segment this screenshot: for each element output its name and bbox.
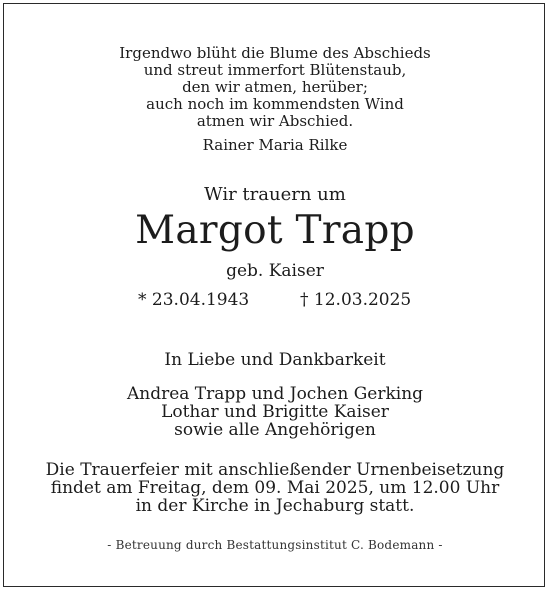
funeral-line: findet am Freitag, dem 09. Mai 2025, um 12.00 Uhr [50,478,500,498]
poem-line: auch noch im kommendsten Wind [146,95,404,113]
maiden-name: geb. Kaiser [226,261,324,281]
deceased-name: Margot Trapp [135,208,415,253]
funeral-line: Die Trauerfeier mit anschließender Urnenbeisetzung [45,460,505,480]
mourner-line: Andrea Trapp und Jochen Gerking [126,384,424,404]
mourning-intro: Wir trauern um [204,184,346,205]
mourner-line: sowie alle Angehörigen [174,420,376,440]
mourners-list [0,385,550,439]
birth-date: * 23.04.1943 [138,290,250,310]
undertaker-credit: - Betreuung durch Bestattungsinstitut C. Bodemann - [107,538,443,552]
funeral-info [0,461,550,515]
death-date: † 12.03.2025 [300,290,412,310]
poem-line: den wir atmen, herüber; [182,78,368,96]
mourner-line: Lothar und Brigitte Kaiser [161,402,389,422]
mourners-intro: In Liebe und Dankbarkeit [164,350,386,370]
poem-line: Irgendwo blüht die Blume des Abschieds [119,44,431,62]
poem-line: atmen wir Abschied. [196,112,354,130]
funeral-line: in der Kirche in Jechaburg statt. [135,496,415,516]
poem-line: und streut immerfort Blütenstaub, [143,61,407,79]
poem [0,45,550,130]
poem-author: Rainer Maria Rilke [202,136,348,154]
